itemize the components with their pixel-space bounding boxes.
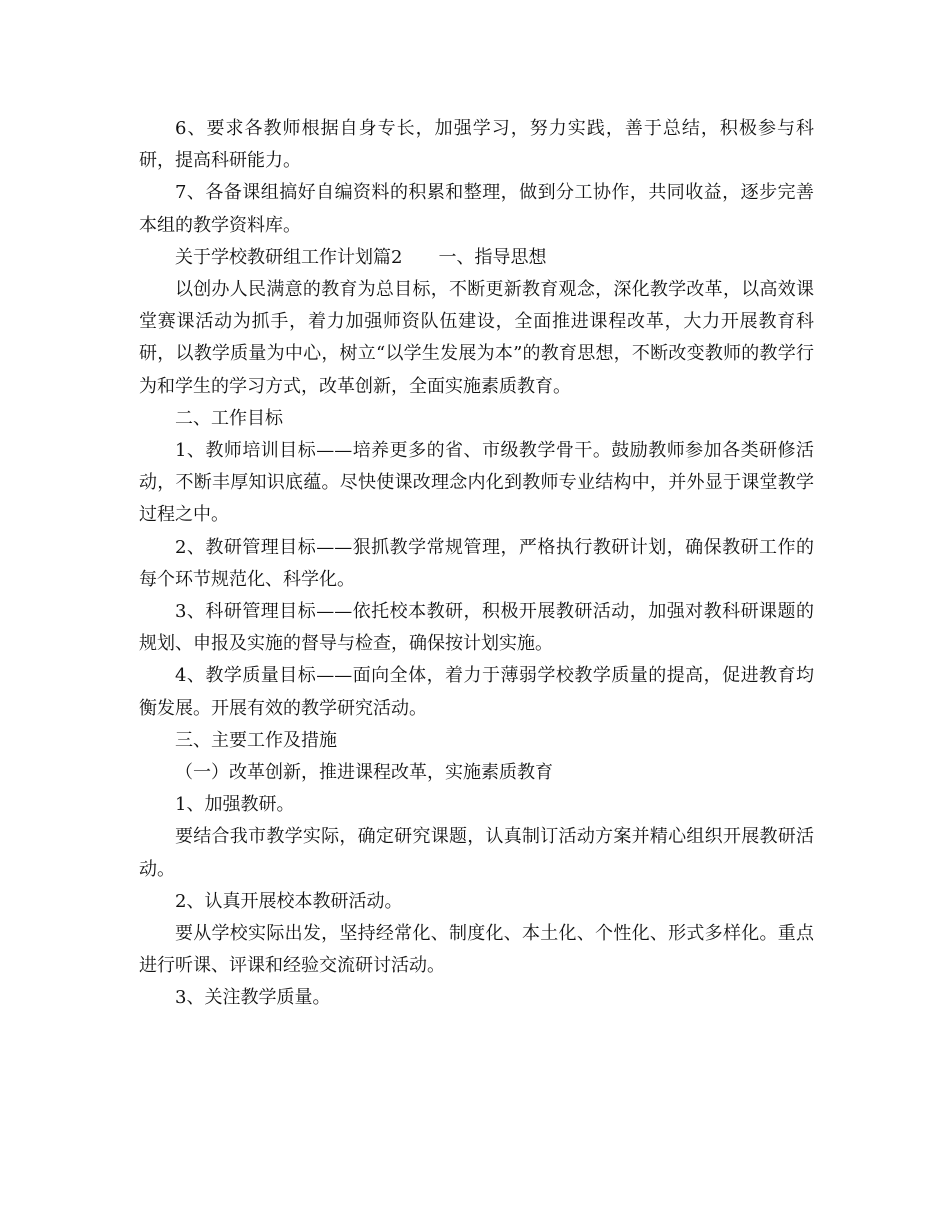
paragraph: 6、要求各教师根据自身专长，加强学习，努力实践，善于总结，积极参与科研，提高科研能力。 <box>139 118 814 172</box>
section-heading: 二、工作目标 <box>175 407 283 429</box>
item-heading: 3、关注教学质量。 <box>175 987 331 1009</box>
paragraph: 要从学校实际出发，坚持经常化、制度化、本土化、个性化、形式多样化。重点进行听课、评课和经验交流研讨活动。 <box>139 923 814 977</box>
document-body <box>139 113 814 1015</box>
section-heading: 关于学校教研组工作计划篇2 一、指导思想 <box>175 246 547 268</box>
item-heading: 1、加强教研。 <box>175 794 295 816</box>
paragraph: 2、教研管理目标——狠抓教学常规管理，严格执行教研计划，确保教研工作的每个环节规范化、科学化。 <box>139 536 814 590</box>
subsection-heading: （一）改革创新，推进课程改革，实施素质教育 <box>175 762 553 784</box>
item-heading: 2、认真开展校本教研活动。 <box>175 890 403 912</box>
paragraph: 1、教师培训目标——培养更多的省、市级教学骨干。鼓励教师参加各类研修活动，不断丰厚知识底蕴。尽快使课改理念内化到教师专业结构中，并外显于课堂教学过程之中。 <box>139 440 814 526</box>
paragraph: 以创办人民满意的教育为总目标，不断更新教育观念，深化教学改革，以高效课堂赛课活动为抓手，着力加强师资队伍建设，全面推进课程改革，大力开展教育科研，以教学质量为中心，树立“以学生发展为本”的教育思想，不断改变教师的教学行为和学生的学习方式，改革创新，全面实施素质教育。 <box>139 279 814 397</box>
section-heading: 三、主要工作及措施 <box>175 729 337 751</box>
paragraph: 要结合我市教学实际，确定研究课题，认真制订活动方案并精心组织开展教研活动。 <box>139 826 814 880</box>
paragraph: 4、教学质量目标——面向全体，着力于薄弱学校教学质量的提高，促进教育均衡发展。开展有效的教学研究活动。 <box>139 665 814 719</box>
paragraph: 7、各备课组搞好自编资料的积累和整理，做到分工协作，共同收益，逐步完善本组的教学资料库。 <box>139 182 814 236</box>
paragraph: 3、科研管理目标——依托校本教研，积极开展教研活动，加强对教科研课题的规划、申报及实施的督导与检查，确保按计划实施。 <box>139 601 814 655</box>
